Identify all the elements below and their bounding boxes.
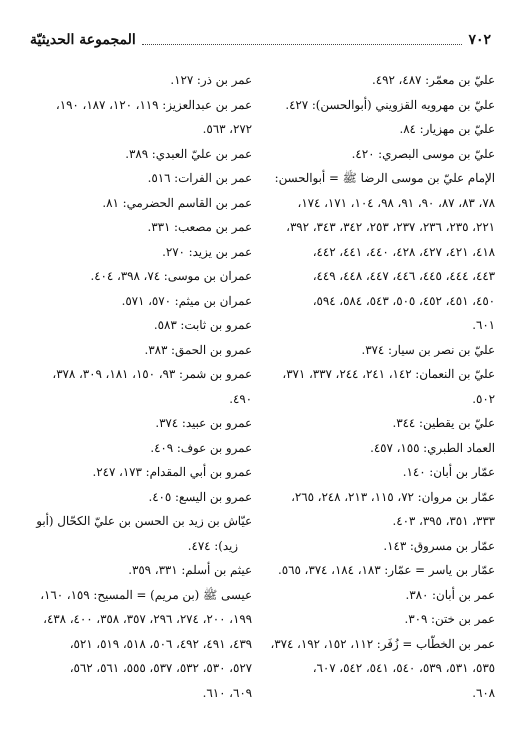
index-entry-line: ٧٨، ٨٣، ٨٧، ٩٠، ٩١، ٩٨، ١٠٤، ١٧١، ١٧٤، [297, 195, 495, 210]
index-entry-line: ٥٣٥، ٥٣١، ٥٣٩، ٥٤٠، ٥٤١، ٥٤٢، ٦٠٧، [312, 661, 495, 675]
index-entry-line: عليّ بن موسى البصري: ٤٢٠. [351, 146, 495, 161]
index-entry-line: ٤٣٩، ٤٩١، ٤٩٢، ٥٠٦، ٥١٨، ٥١٩، ٥٢١، [69, 636, 252, 651]
index-entry-line: عمر بن مصعب: ٣٣١. [147, 220, 252, 234]
index-entry-line: زيد): ٤٧٤. [187, 538, 238, 553]
index-entry-line: عمرو بن عبيد: ٣٧٤. [155, 416, 252, 430]
index-entry-line: عمر بن ختن: ٣٠٩. [404, 612, 495, 626]
index-entry-line: ٢٧٢، ٥٦٣. [202, 122, 252, 136]
index-entry-line: عمرو بن شمر: ٩٣، ١٥٠، ١٨١، ٣٠٩، ٣٧٨، [52, 367, 252, 381]
index-entry-line: عيثم بن أسلم: ٣٣١، ٣٥٩. [128, 563, 252, 577]
index-column-left [14, 68, 252, 705]
page-number: ٧٠٢ [468, 32, 491, 48]
index-entry-line: عمر بن الفرات: ٥١٦. [147, 171, 252, 185]
index-entry-line: عمر بن ذر: ١٢٧. [170, 73, 252, 87]
index-entry-line: عمران بن موسى: ٧٤، ٣٩٨، ٤٠٤. [90, 269, 252, 283]
header-dot-leader [142, 36, 463, 45]
index-entry-line: عمرو بن أبي المقدام: ١٧٣، ٢٤٧. [92, 465, 252, 479]
index-entry-line: عمران بن ميثم: ٥٧٠، ٥٧١. [121, 293, 252, 308]
index-entry-line: عيّاش بن زيد بن الحسن بن عليّ الكحّال (أبو [36, 514, 252, 528]
index-entry-line: عمرو بن اليسع: ٤٠٥. [148, 489, 252, 504]
index-entry-line: ٤٥٠، ٤٥١، ٤٥٢، ٥٠٥، ٥٤٣، ٥٨٤، ٥٩٤، [312, 293, 495, 308]
index-entry-line: عمر بن أبان: ٣٨٠. [405, 587, 495, 602]
index-entry-line: عمر بن يزيد: ٢٧٠. [162, 244, 252, 259]
index-entry-line: عمّار بن مروان: ٧٢، ١١٥، ٢١٣، ٢٤٨، ٢٦٥، [291, 489, 495, 504]
index-entry-line: عمر بن الخطّاب = زُفَر: ١١٢، ١٥٢، ١٩٢، ٣٧٤، [270, 636, 495, 651]
index-entry-line: عليّ بن يقطين: ٣٤٤. [392, 416, 495, 430]
index-entry-line: ٥٢٧، ٥٣٠، ٥٣٢، ٥٣٧، ٥٥٥، ٥٦١، ٥٦٢، [69, 661, 252, 675]
index-entry-line: عمر بن القاسم الحضرمي: ٨١. [102, 195, 252, 210]
index-entry-line: ٥٠٢. [472, 391, 495, 406]
index-entry-line: ١٩٩، ٢٠٠، ٢٧٤، ٢٩٦، ٣٥٧، ٣٥٨، ٤٠٠، ٤٣٨، [43, 612, 252, 626]
index-column-right [257, 68, 495, 705]
index-entry-line: عيسى ﷺ (بن مريم) = المسيح: ١٥٩، ١٦٠، [40, 587, 252, 602]
index-entry-line: عمّار بن مسروق: ١٤٣. [383, 538, 495, 553]
index-entry-line: ٦٠١. [472, 318, 495, 332]
index-entry-line: العماد الطبري: ١٥٥، ٤٥٧. [370, 440, 495, 455]
index-entry-line: عليّ بن مهزيار: ٨٤. [399, 122, 495, 136]
index-entry-line: ٤٩٠. [229, 391, 252, 406]
index-entry-line: عمر بن عليّ العبدي: ٣٨٩. [125, 146, 252, 161]
index-entry-line: ٤١٨، ٤٢١، ٤٢٧، ٤٢٨، ٤٤٠، ٤٤١، ٤٤٢، [312, 244, 495, 259]
index-entry-line: ٦٠٩، ٦١٠. [202, 685, 252, 700]
index-entry-line: الإمام عليّ بن موسى الرضا ﷺ = أبوالحسن: [274, 171, 495, 185]
index-entry-line: عمر بن عبدالعزيز: ١١٩، ١٢٠، ١٨٧، ١٩٠، [55, 97, 252, 112]
index-entry-line: عليّ بن النعمان: ١٤٢، ٢٤١، ٢٤٤، ٣٣٧، ٣٧١، [282, 367, 495, 381]
page-header [30, 30, 491, 50]
index-entry-line: عمّار بن أبان: ١٤٠. [402, 465, 495, 479]
index-entry-line: ٤٤٣، ٤٤٤، ٤٤٥، ٤٤٦، ٤٤٧، ٤٤٨، ٤٤٩، [312, 269, 495, 283]
index-entry-line: عمّار بن ياسر = عمّار: ١٨٣، ١٨٤، ٣٧٤، ٥٦٥. [278, 563, 495, 577]
running-title: المجموعة الحديثيّة [30, 32, 136, 48]
index-entry-line: عمرو بن ثابت: ٥٨٣. [153, 318, 252, 332]
index-entry-line: عليّ بن معمّر: ٤٨٧، ٤٩٢. [372, 73, 495, 87]
index-entry-line: عمرو بن عوف: ٤٠٩. [150, 440, 252, 455]
index-entry-line: ٣٣٣، ٣٥١، ٣٩٥، ٤٠٣. [392, 514, 495, 528]
index-entry-line: عمرو بن الحمق: ٣٨٣. [144, 342, 252, 357]
index-entry-line: ٢٢١، ٢٣٥، ٢٣٦، ٢٣٧، ٢٥٣، ٣٤٢، ٣٤٣، ٣٩٢، [286, 220, 495, 234]
index-entry-line: عليّ بن نصر بن سيار: ٣٧٤. [361, 342, 495, 357]
index-entry-line: عليّ بن مهرويه القزويني (أبوالحسن): ٤٢٧. [285, 97, 495, 112]
index-entry-line: ٦٠٨. [472, 685, 495, 700]
